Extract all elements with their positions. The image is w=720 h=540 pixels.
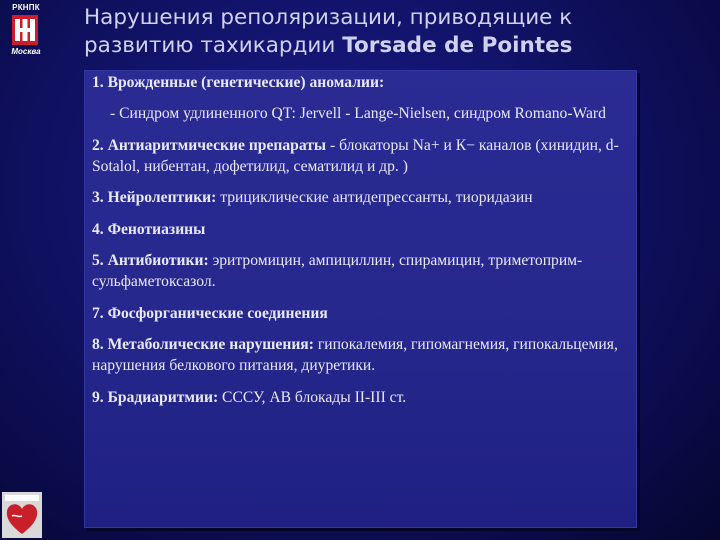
list-item-text: эритромицин, ампициллин, спирамицин, триметоприм-сульфаметоксазол. [92,252,583,290]
list-item-heading: 8. Метаболические нарушения: [92,336,314,353]
content-panel [84,70,637,528]
list-item-antibiotics [92,250,632,292]
list-item-long-qt [92,103,632,124]
org-logo-city: Москва [11,47,41,56]
rknpk-logo-icon [12,15,38,45]
list-item-heading: 7. Фосфорганические соединения [92,304,328,322]
slide-title-line-2 [84,32,704,60]
list-item-text: - блокаторы Na+ и К− каналов (хинидин, d- Sotalol, нибентан, дофетилид, сематилид и др. ) [92,136,619,175]
list-item-heading: 4. Фенотиазины [92,220,206,238]
list-item-text: трициклические антидепрессанты, тиоридазин [216,189,533,206]
list-item-text: СССУ, АВ блокады II-III ст. [218,388,407,406]
org-logo [4,3,48,59]
list-item-congenital [92,72,632,93]
slide-title-emphasis: Torsade de Pointes [342,33,573,58]
list-item-metabolic [92,334,632,376]
heart-logo-icon [2,492,42,538]
slide-title-line-1: Нарушения реполяризации, приводящие к [84,5,573,30]
list-item-text: гипокалемия, гипомагнемия, гипокальцемия, нарушения белкового питания, диуретики. [92,336,618,374]
list-item-phenothiazines [92,219,632,240]
list-item-text: - Синдром удлиненного QT: Jervell - Lange-Nielsen, синдром Romano-Ward [110,105,606,122]
slide-title [84,4,704,60]
list-item-bradyarrhythmias [92,387,632,408]
list-item-heading: 2. Антиаритмические препараты [92,136,327,154]
org-logo-name: РКНПК [12,3,40,12]
list-item-antiarrhythmics [92,135,632,177]
list-item-organophosphates [92,303,632,324]
list-item-heading: 5. Антибиотики: [92,252,209,269]
list-item-heading: 3. Нейролептики: [92,189,217,206]
list-item-heading: 9. Брадиаритмии: [92,388,219,406]
list-item-neuroleptics [92,187,632,208]
causes-list [92,72,632,418]
slide-title-line-2-prefix: развитию тахикардии [84,33,343,58]
list-item-heading: 1. Врожденные (генетические) аномалии: [92,74,385,91]
